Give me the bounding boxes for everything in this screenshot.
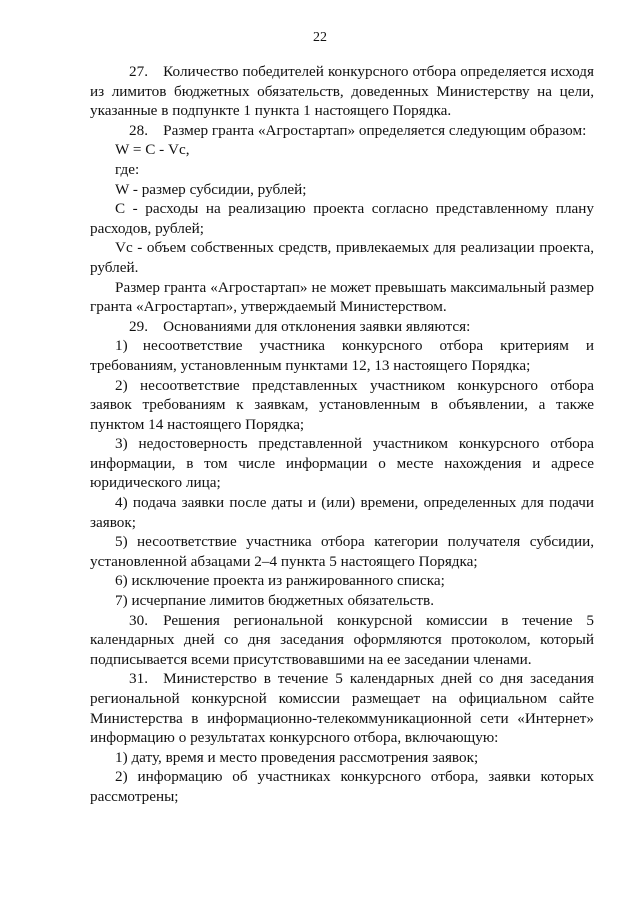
page-number: 22 [313, 30, 327, 45]
paragraph-28: 28. Размер гранта «Агростартап» определяется следующим образом: [129, 121, 587, 139]
formula-where: где: [115, 160, 140, 178]
grant-limit-paragraph: Размер гранта «Агростартап» не может превышать максимальный размер гранта «Агростартап», утверждаемый Министерством. [90, 278, 594, 316]
rejection-reason-4: 4) подача заявки после даты и (или) времени, определенных для подачи заявок; [90, 494, 594, 531]
document-body [90, 62, 594, 807]
rejection-reason-2: 2) несоответствие представленных участником конкурсного отбора заявок требованиям к заявкам, установленным в объявлении, а также пунктом 14 настоящего Порядка; [90, 376, 594, 433]
rejection-reason-7: 7) исчерпание лимитов бюджетных обязательств. [115, 592, 435, 610]
formula-c-definition: C - расходы на реализацию проекта согласно представленному плану расходов, рублей; [90, 200, 594, 237]
rejection-reason-5: 5) несоответствие участника отбора категории получателя субсидии, установленной абзацами 2–4 пункта 5 настоящего Порядка; [90, 533, 594, 570]
rejection-reason-1: 1) несоответствие участника конкурсного отбора критериям и требованиям, установленным пунктами 12, 13 настоящего Порядка; [90, 337, 594, 374]
formula: W = С - Vc, [115, 141, 190, 159]
paragraph-27: 27. Количество победителей конкурсного отбора определяется исходя из лимитов бюджетных обязательств, доведенных Министерству на цели, указанные в подпункте 1 пункта 1 настоящего Порядка. [90, 63, 594, 120]
formula-w-definition: W - размер субсидии, рублей; [115, 180, 307, 198]
paragraph-31: 31. Министерство в течение 5 календарных дней со дня заседания региональной конкурсной комиссии размещает на официальном сайте Министерства в информационно-телекоммуникационной сети «Интернет» информацию о результатах конкурсного отбора, включающую: [90, 670, 594, 747]
paragraph-30: 30. Решения региональной конкурсной комиссии в течение 5 календарных дней со дня заседания оформляются протоколом, который подписывается всеми присутствовавшими на ее заседании членами. [90, 611, 594, 668]
results-info-item-1: 1) дату, время и место проведения рассмотрения заявок; [115, 748, 479, 766]
paragraph-29: 29. Основаниями для отклонения заявки являются: [129, 317, 471, 335]
rejection-reason-3: 3) недостоверность представленной участником конкурсного отбора информации, в том числе информации о месте нахождения и адресе юридического лица; [90, 435, 594, 492]
results-info-item-2: 2) информацию об участниках конкурсного отбора, заявки которых рассмотрены; [90, 768, 594, 805]
formula-vc-definition: Vc - объем собственных средств, привлекаемых для реализации проекта, рублей. [90, 239, 594, 276]
rejection-reason-6: 6) исключение проекта из ранжированного списка; [115, 572, 445, 590]
